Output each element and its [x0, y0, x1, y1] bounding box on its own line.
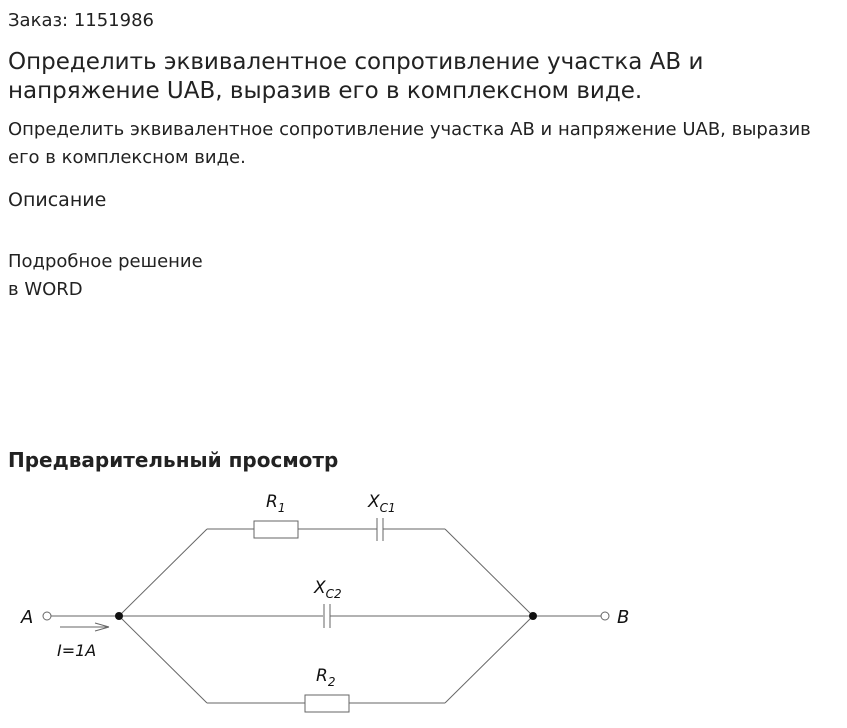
solution-line-2: в WORD: [8, 279, 83, 300]
description-heading: Описание: [8, 189, 107, 211]
current-arrow-head-top: [95, 623, 109, 627]
label-r2-main: R: [316, 666, 328, 686]
resistor-r1: [254, 521, 298, 538]
circuit-diagram: [0, 480, 847, 728]
label-xc1: [367, 492, 396, 515]
task-description: Определить эквивалентное сопротивление участка AB и напряжение UAB, выразив его в комплексном виде.: [8, 119, 811, 168]
label-xc1-main: X: [368, 492, 380, 512]
preview-heading: Предварительный просмотр: [8, 448, 339, 472]
label-xc1-sub: C1: [379, 501, 396, 515]
node-right: [529, 612, 537, 620]
label-r1: [266, 492, 285, 515]
wire-branch-upper-right: [445, 529, 533, 616]
order-number: Заказ: 1151986: [8, 10, 154, 31]
label-xc2: [313, 578, 342, 601]
label-r2: [316, 666, 335, 689]
resistor-r2: [305, 695, 349, 712]
node-label-a: A: [21, 607, 34, 628]
solution-line-1: Подробное решение: [8, 251, 203, 272]
label-xc2-main: X: [314, 578, 326, 598]
label-r1-main: R: [266, 492, 278, 512]
node-left: [115, 612, 123, 620]
label-r1-sub: 1: [277, 501, 286, 515]
terminal-a: [43, 612, 51, 620]
label-xc2-sub: C2: [325, 587, 342, 601]
current-arrow-head-bottom: [95, 627, 109, 631]
page-title: Определить эквивалентное сопротивление участка AB и напряжение UAB, выразив его в комплексном виде.: [8, 49, 704, 104]
current-label: I=1A: [57, 641, 97, 660]
node-label-b: B: [617, 607, 630, 628]
wire-branch-upper-left: [119, 529, 207, 616]
wire-branch-lower-right: [445, 616, 533, 703]
wire-branch-lower-left: [119, 616, 207, 703]
terminal-b: [601, 612, 609, 620]
label-r2-sub: 2: [327, 675, 336, 689]
